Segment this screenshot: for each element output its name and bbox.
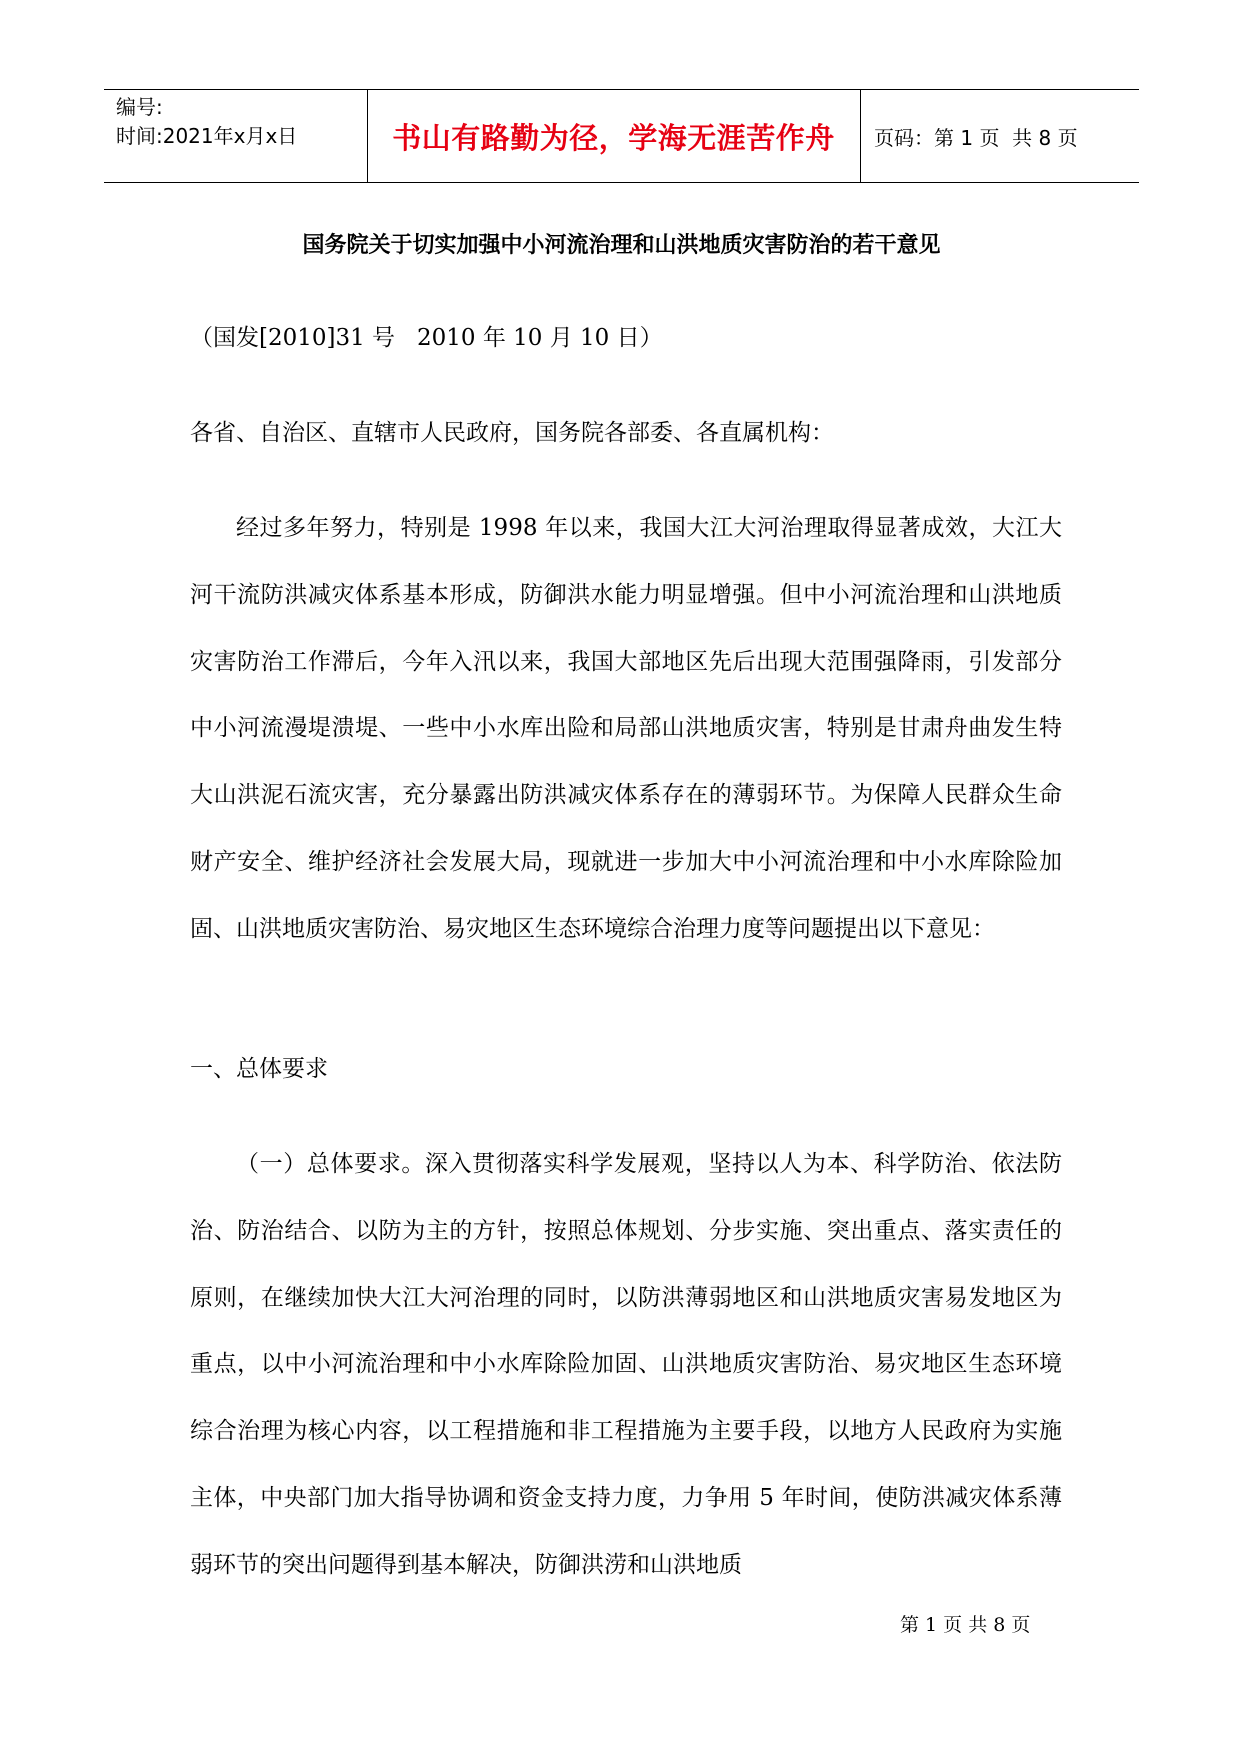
- salutation: 各省、自治区、直辖市人民政府，国务院各部委、各直属机构：: [190, 420, 834, 446]
- section-heading: 一、总体要求: [190, 1056, 328, 1082]
- header-motto: 书山有路勤为径，学海无涯苦作舟: [392, 120, 835, 155]
- header-page-label: 页码：第 1 页 共 8 页: [874, 125, 1078, 150]
- number-label: 编号:: [116, 95, 163, 119]
- paragraph: 经过多年努力，特别是 1998 年以来，我国大江大河治理取得显著成效，大江大河干流防洪减灾体系基本形成，防御洪水能力明显增强。但中小河流治理和山洪地质灾害防治工作滞后，今年入汛以来，我国大部地区先后出现大范围强降雨，引发部分中小河流漫堤溃堤、一些中小水库出险和局部山洪地质灾害，特别是甘肃舟曲发生特大山洪泥石流灾害，充分暴露出防洪减灾体系存在的薄弱环节。为保障人民群众生命财产安全、维护经济社会发展大局，现就进一步加大中小河流治理和中小水库除险加固、山洪地质灾害防治、易灾地区生态环境综合治理力度等问题提出以下意见：: [190, 515, 1062, 942]
- header-meta: [116, 93, 297, 151]
- page-header: [104, 89, 1139, 183]
- document-reference: （国发[2010]31 号 2010 年 10 月 10 日）: [190, 325, 663, 351]
- page-footer: 第 1 页 共 8 页: [900, 1614, 1031, 1636]
- paragraph: （一）总体要求。深入贯彻落实科学发展观，坚持以人为本、科学防治、依法防治、防治结合、以防为主的方针，按照总体规划、分步实施、突出重点、落实责任的原则，在继续加快大江大河治理的同时，以防洪薄弱地区和山洪地质灾害易发地区为重点，以中小河流治理和中小水库除险加固、山洪地质灾害防治、易灾地区生态环境综合治理为核心内容，以工程措施和非工程措施为主要手段，以地方人民政府为实施主体，中央部门加大指导协调和资金支持力度，力争用 5 年时间，使防洪减灾体系薄弱环节的突出问题得到基本解决，防御洪涝和山洪地质: [190, 1151, 1062, 1578]
- document-title: 国务院关于切实加强中小河流治理和山洪地质灾害防治的若干意见: [302, 232, 941, 258]
- time-label: 时间:2021年x月x日: [116, 124, 298, 148]
